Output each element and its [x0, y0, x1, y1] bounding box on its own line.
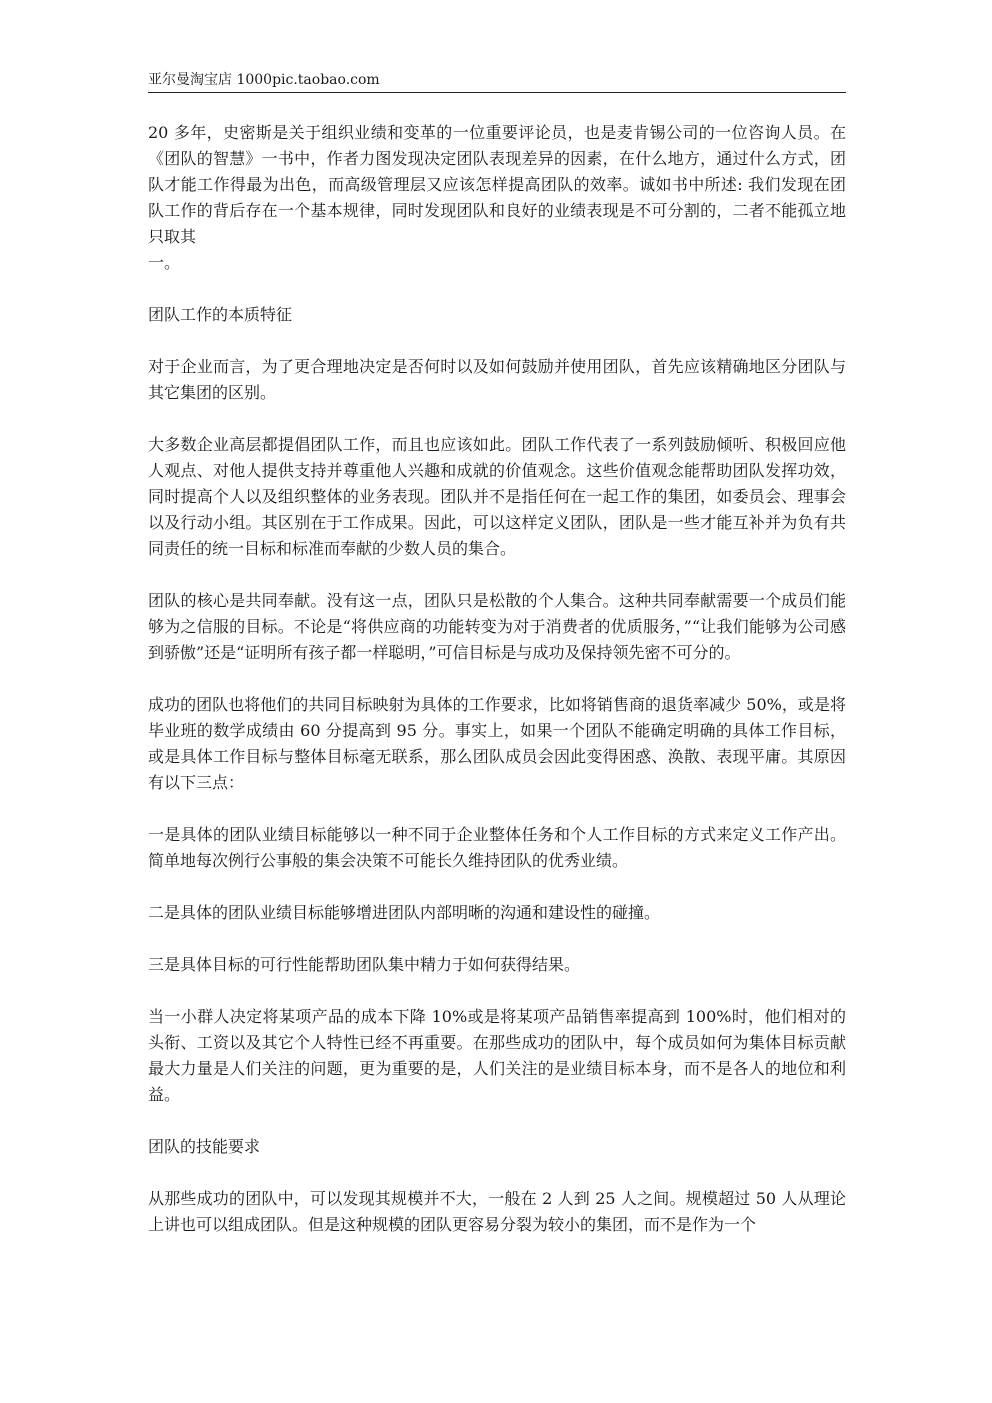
paragraph: 大多数企业高层都提倡团队工作，而且也应该如此。团队工作代表了一系列鼓励倾听、积极回应他人观点、对他人提供支持并尊重他人兴趣和成就的价值观念。这些价值观念能帮助团队发挥功效，同时提高个人以及组织整体的业务表现。团队并不是指任何在一起工作的集团，如委员会、理事会以及行动小组。其区别在于工作成果。因此，可以这样定义团队，团队是一些才能互补并为负有共同责任的统一目标和标准而奉献的少数人员的集合。 — [148, 435, 846, 558]
paragraph: 一是具体的团队业绩目标能够以一种不同于企业整体任务和个人工作目标的方式来定义工作产出。简单地每次例行公事般的集会决策不可能长久维持团队的优秀业绩。 — [148, 825, 846, 870]
paragraph: 二是具体的团队业绩目标能够增进团队内部明晰的沟通和建设性的碰撞。 — [148, 903, 661, 922]
paragraph: 三是具体目标的可行性能帮助团队集中精力于如何获得结果。 — [148, 955, 581, 974]
paragraph: 对于企业而言，为了更合理地决定是否何时以及如何鼓励并使用团队，首先应该精确地区分团队与其它集团的区别。 — [148, 357, 846, 402]
document-body — [148, 120, 846, 1264]
paragraph-intro-end: 一。 — [148, 253, 181, 272]
section-heading-team-nature: 团队工作的本质特征 — [148, 305, 293, 324]
paragraph: 当一小群人决定将某项产品的成本下降 10%或是将某项产品销售率提高到 100%时，他们相对的头衔、工资以及其它个人特性已经不再重要。在那些成功的团队中，每个成员如何为集体目标贡献最大力量是人们关注的问题，更为重要的是，人们关注的是业绩目标本身，而不是各人的地位和利益。 — [148, 1007, 846, 1104]
section-heading-team-skills: 团队的技能要求 — [148, 1137, 261, 1156]
paragraph: 成功的团队也将他们的共同目标映射为具体的工作要求，比如将销售商的退货率减少 50%，或是将毕业班的数学成绩由 60 分提高到 95 分。事实上，如果一个团队不能确定明确的具体工作目标，或是具体工作目标与整体目标毫无联系，那么团队成员会因此变得困惑、涣散、表现平庸。其原因有以下三点： — [148, 695, 846, 792]
paragraph: 从那些成功的团队中，可以发现其规模并不大，一般在 2 人到 25 人之间。规模超过 50 人从理论上讲也可以组成团队。但是这种规模的团队更容易分裂为较小的集团，而不是作为一个 — [148, 1189, 846, 1234]
page-header: 亚尔曼淘宝店 1000pic.taobao.com — [148, 70, 846, 93]
paragraph: 团队的核心是共同奉献。没有这一点，团队只是松散的个人集合。这种共同奉献需要一个成员们能够为之信服的目标。不论是“将供应商的功能转变为对于消费者的优质服务，”“让我们能够为公司感到骄傲”还是“证明所有孩子都一样聪明，”可信目标是与成功及保持领先密不可分的。 — [148, 591, 846, 662]
paragraph-intro: 20 多年，史密斯是关于组织业绩和变革的一位重要评论员，也是麦肯锡公司的一位咨询人员。在《团队的智慧》一书中，作者力图发现决定团队表现差异的因素，在什么地方，通过什么方式，团队才能工作得最为出色，而高级管理层又应该怎样提高团队的效率。诚如书中所述: 我们发现在团队工作的背后存在一个基本规律，同时发现团队和良好的业绩表现是不可分割的，二者不能孤立地只取其 — [148, 123, 846, 246]
